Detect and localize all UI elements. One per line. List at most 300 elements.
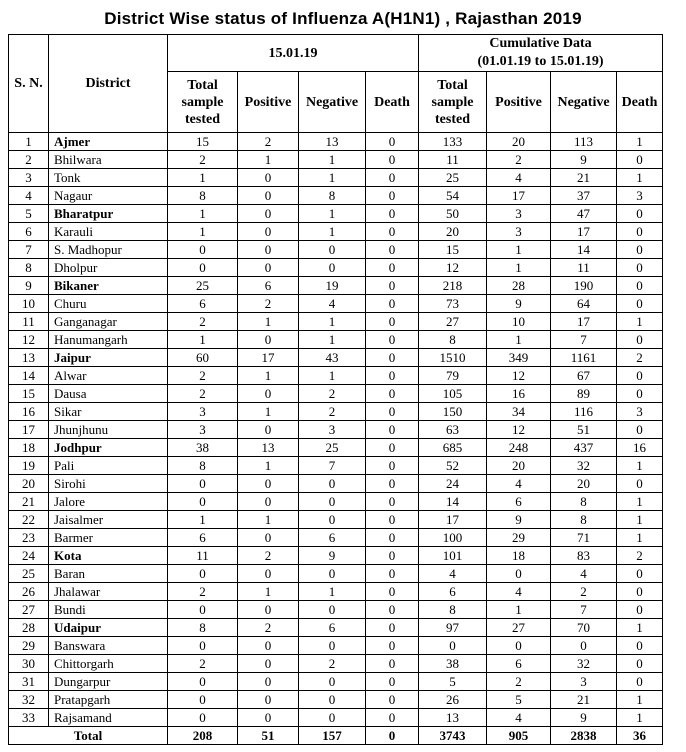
cell-daily-negative: 0	[299, 259, 366, 277]
cell-cum-negative: 4	[551, 565, 617, 583]
cell-daily-negative: 2	[299, 385, 366, 403]
cell-cum-positive: 12	[487, 421, 551, 439]
cell-cum-negative: 11	[551, 259, 617, 277]
cell-cum-death: 2	[617, 547, 663, 565]
cell-cum-positive: 10	[487, 313, 551, 331]
cell-daily-negative: 4	[299, 295, 366, 313]
cell-cum-negative: 64	[551, 295, 617, 313]
cell-cum-death: 0	[617, 637, 663, 655]
cell-cum-death: 0	[617, 259, 663, 277]
total-cum-total-sample: 3743	[419, 727, 487, 745]
cell-cum-positive: 0	[487, 637, 551, 655]
cell-daily-total-sample: 1	[168, 205, 238, 223]
cell-sn: 31	[9, 673, 49, 691]
cell-daily-death: 0	[366, 223, 419, 241]
cell-sn: 3	[9, 169, 49, 187]
cell-district: Kota	[49, 547, 168, 565]
total-daily-total-sample: 208	[168, 727, 238, 745]
cell-cum-total-sample: 8	[419, 331, 487, 349]
cell-cum-death: 0	[617, 601, 663, 619]
total-cum-negative: 2838	[551, 727, 617, 745]
cell-cum-negative: 1161	[551, 349, 617, 367]
header-daily-positive: Positive	[238, 72, 299, 133]
cell-daily-death: 0	[366, 601, 419, 619]
cell-cum-negative: 17	[551, 313, 617, 331]
cell-daily-negative: 3	[299, 421, 366, 439]
cell-cum-death: 1	[617, 457, 663, 475]
cell-cum-total-sample: 52	[419, 457, 487, 475]
cell-daily-positive: 2	[238, 619, 299, 637]
cell-cum-total-sample: 14	[419, 493, 487, 511]
cell-daily-death: 0	[366, 637, 419, 655]
total-cum-positive: 905	[487, 727, 551, 745]
cell-daily-positive: 0	[238, 655, 299, 673]
cell-cum-negative: 14	[551, 241, 617, 259]
cell-cum-total-sample: 6	[419, 583, 487, 601]
cell-daily-total-sample: 15	[168, 133, 238, 151]
cell-daily-positive: 1	[238, 583, 299, 601]
cell-daily-positive: 1	[238, 313, 299, 331]
cell-district: Jalore	[49, 493, 168, 511]
table-row	[9, 205, 663, 223]
cell-daily-total-sample: 0	[168, 565, 238, 583]
cell-sn: 28	[9, 619, 49, 637]
header-cum-positive: Positive	[487, 72, 551, 133]
cell-cum-total-sample: 13	[419, 709, 487, 727]
cell-cum-negative: 7	[551, 331, 617, 349]
cell-daily-positive: 0	[238, 493, 299, 511]
cell-daily-positive: 0	[238, 673, 299, 691]
cell-cum-positive: 1	[487, 331, 551, 349]
cell-daily-negative: 0	[299, 565, 366, 583]
cell-cum-total-sample: 24	[419, 475, 487, 493]
cell-sn: 13	[9, 349, 49, 367]
cell-cum-negative: 17	[551, 223, 617, 241]
cell-cum-death: 1	[617, 511, 663, 529]
cell-cum-death: 1	[617, 493, 663, 511]
cell-cum-negative: 0	[551, 637, 617, 655]
cell-cum-total-sample: 8	[419, 601, 487, 619]
cell-daily-positive: 17	[238, 349, 299, 367]
cell-daily-death: 0	[366, 349, 419, 367]
cell-sn: 20	[9, 475, 49, 493]
cell-sn: 26	[9, 583, 49, 601]
cell-daily-negative: 25	[299, 439, 366, 457]
cell-daily-positive: 1	[238, 511, 299, 529]
cell-cum-death: 0	[617, 205, 663, 223]
cell-district: Baran	[49, 565, 168, 583]
cell-cum-total-sample: 26	[419, 691, 487, 709]
cell-cum-positive: 6	[487, 655, 551, 673]
cell-cum-death: 1	[617, 709, 663, 727]
cell-cum-total-sample: 0	[419, 637, 487, 655]
cell-daily-negative: 0	[299, 493, 366, 511]
cell-daily-negative: 0	[299, 601, 366, 619]
cell-daily-negative: 0	[299, 673, 366, 691]
cell-daily-death: 0	[366, 583, 419, 601]
cell-cum-positive: 17	[487, 187, 551, 205]
table-row	[9, 709, 663, 727]
cell-daily-negative: 1	[299, 223, 366, 241]
cell-district: Bundi	[49, 601, 168, 619]
table-row	[9, 241, 663, 259]
table-row	[9, 529, 663, 547]
cell-district: Churu	[49, 295, 168, 313]
table-row	[9, 223, 663, 241]
cell-daily-total-sample: 0	[168, 493, 238, 511]
cell-daily-total-sample: 0	[168, 475, 238, 493]
cell-cum-death: 0	[617, 367, 663, 385]
cell-daily-total-sample: 2	[168, 385, 238, 403]
cell-daily-death: 0	[366, 691, 419, 709]
cell-daily-total-sample: 2	[168, 151, 238, 169]
table-row	[9, 187, 663, 205]
cell-cum-negative: 32	[551, 655, 617, 673]
cell-sn: 23	[9, 529, 49, 547]
cell-cum-death: 0	[617, 241, 663, 259]
table-row	[9, 385, 663, 403]
cell-cum-death: 1	[617, 133, 663, 151]
table-row	[9, 565, 663, 583]
table-row	[9, 151, 663, 169]
cell-daily-negative: 7	[299, 457, 366, 475]
cell-daily-negative: 0	[299, 511, 366, 529]
cell-daily-positive: 0	[238, 691, 299, 709]
cell-daily-total-sample: 2	[168, 655, 238, 673]
table-row	[9, 493, 663, 511]
cell-daily-negative: 8	[299, 187, 366, 205]
cell-district: Ganganagar	[49, 313, 168, 331]
cell-daily-death: 0	[366, 565, 419, 583]
cell-cum-positive: 4	[487, 709, 551, 727]
cell-sn: 24	[9, 547, 49, 565]
cell-daily-positive: 1	[238, 403, 299, 421]
cell-district: Nagaur	[49, 187, 168, 205]
cell-sn: 17	[9, 421, 49, 439]
cell-daily-positive: 0	[238, 259, 299, 277]
cell-daily-death: 0	[366, 511, 419, 529]
cell-cum-negative: 9	[551, 151, 617, 169]
total-cum-death: 36	[617, 727, 663, 745]
cell-cum-total-sample: 5	[419, 673, 487, 691]
table-row	[9, 421, 663, 439]
cell-cum-death: 0	[617, 151, 663, 169]
cell-daily-negative: 2	[299, 655, 366, 673]
cell-daily-death: 0	[366, 259, 419, 277]
cell-sn: 8	[9, 259, 49, 277]
cell-daily-total-sample: 0	[168, 241, 238, 259]
cell-daily-death: 0	[366, 547, 419, 565]
cell-cum-positive: 3	[487, 205, 551, 223]
cell-daily-total-sample: 2	[168, 367, 238, 385]
cell-daily-positive: 0	[238, 421, 299, 439]
cell-cum-positive: 12	[487, 367, 551, 385]
cell-daily-positive: 1	[238, 367, 299, 385]
cell-daily-total-sample: 6	[168, 295, 238, 313]
header-cum-death: Death	[617, 72, 663, 133]
cell-cum-total-sample: 105	[419, 385, 487, 403]
page-title: District Wise status of Influenza A(H1N1) , Rajasthan 2019	[104, 9, 582, 28]
cell-daily-positive: 1	[238, 151, 299, 169]
cell-daily-total-sample: 60	[168, 349, 238, 367]
cell-daily-positive: 0	[238, 529, 299, 547]
cell-daily-positive: 0	[238, 565, 299, 583]
cell-cum-negative: 32	[551, 457, 617, 475]
cell-cum-positive: 34	[487, 403, 551, 421]
cell-daily-total-sample: 0	[168, 601, 238, 619]
cell-cum-positive: 9	[487, 511, 551, 529]
cell-district: Jaipur	[49, 349, 168, 367]
cell-cum-total-sample: 97	[419, 619, 487, 637]
cell-cum-positive: 4	[487, 583, 551, 601]
cell-daily-negative: 1	[299, 583, 366, 601]
table-row	[9, 349, 663, 367]
cell-cum-total-sample: 4	[419, 565, 487, 583]
cell-daily-positive: 0	[238, 475, 299, 493]
cell-district: Jaisalmer	[49, 511, 168, 529]
cell-district: Udaipur	[49, 619, 168, 637]
table-row	[9, 475, 663, 493]
cell-daily-death: 0	[366, 313, 419, 331]
table-row	[9, 511, 663, 529]
cell-daily-death: 0	[366, 673, 419, 691]
cell-cum-death: 0	[617, 295, 663, 313]
cell-daily-total-sample: 11	[168, 547, 238, 565]
cell-daily-death: 0	[366, 493, 419, 511]
cell-district: Bikaner	[49, 277, 168, 295]
cell-daily-death: 0	[366, 529, 419, 547]
cell-cum-death: 0	[617, 655, 663, 673]
cell-cum-total-sample: 100	[419, 529, 487, 547]
cell-daily-total-sample: 6	[168, 529, 238, 547]
cell-cum-total-sample: 27	[419, 313, 487, 331]
cell-cum-negative: 8	[551, 493, 617, 511]
cell-daily-positive: 0	[238, 169, 299, 187]
cell-daily-positive: 0	[238, 205, 299, 223]
cell-daily-positive: 0	[238, 331, 299, 349]
table-row	[9, 583, 663, 601]
cell-sn: 14	[9, 367, 49, 385]
cell-daily-negative: 1	[299, 205, 366, 223]
cell-district: Sirohi	[49, 475, 168, 493]
cell-daily-negative: 9	[299, 547, 366, 565]
cell-cum-death: 0	[617, 223, 663, 241]
cell-cum-positive: 9	[487, 295, 551, 313]
cell-cum-negative: 7	[551, 601, 617, 619]
cell-daily-total-sample: 0	[168, 673, 238, 691]
cell-daily-negative: 0	[299, 241, 366, 259]
cell-daily-death: 0	[366, 475, 419, 493]
cell-sn: 29	[9, 637, 49, 655]
header-date-group: 15.01.19	[168, 35, 419, 72]
cell-daily-total-sample: 0	[168, 637, 238, 655]
table-row	[9, 331, 663, 349]
cell-cum-positive: 6	[487, 493, 551, 511]
cell-daily-negative: 1	[299, 151, 366, 169]
cell-cum-positive: 2	[487, 151, 551, 169]
table-row	[9, 259, 663, 277]
cell-daily-total-sample: 1	[168, 511, 238, 529]
cell-daily-negative: 13	[299, 133, 366, 151]
cell-cum-negative: 51	[551, 421, 617, 439]
cell-daily-negative: 1	[299, 367, 366, 385]
cell-daily-death: 0	[366, 187, 419, 205]
table-row	[9, 403, 663, 421]
cell-cum-positive: 27	[487, 619, 551, 637]
cell-cum-positive: 20	[487, 457, 551, 475]
header-district: District	[49, 35, 168, 133]
cell-cum-total-sample: 20	[419, 223, 487, 241]
cell-sn: 30	[9, 655, 49, 673]
cell-cum-death: 1	[617, 529, 663, 547]
table-row	[9, 295, 663, 313]
cell-daily-death: 0	[366, 169, 419, 187]
cell-sn: 6	[9, 223, 49, 241]
cell-cum-positive: 28	[487, 277, 551, 295]
cell-daily-positive: 2	[238, 295, 299, 313]
cell-cum-death: 1	[617, 169, 663, 187]
cell-daily-negative: 2	[299, 403, 366, 421]
cell-sn: 12	[9, 331, 49, 349]
cell-district: Banswara	[49, 637, 168, 655]
cell-cum-positive: 349	[487, 349, 551, 367]
cell-district: S. Madhopur	[49, 241, 168, 259]
cell-cum-positive: 3	[487, 223, 551, 241]
cell-daily-positive: 0	[238, 187, 299, 205]
cell-cum-death: 3	[617, 403, 663, 421]
cell-cum-total-sample: 15	[419, 241, 487, 259]
table-row	[9, 133, 663, 151]
cell-daily-death: 0	[366, 133, 419, 151]
cell-district: Chittorgarh	[49, 655, 168, 673]
header-cum-negative: Negative	[551, 72, 617, 133]
cell-cum-positive: 20	[487, 133, 551, 151]
header-cum-total-sample: Total sample tested	[419, 72, 487, 133]
cell-sn: 11	[9, 313, 49, 331]
header-row-group	[9, 35, 663, 72]
cell-cum-total-sample: 12	[419, 259, 487, 277]
cell-district: Jodhpur	[49, 439, 168, 457]
cell-daily-total-sample: 2	[168, 313, 238, 331]
cell-cum-death: 0	[617, 385, 663, 403]
cell-daily-positive: 0	[238, 601, 299, 619]
cell-daily-positive: 13	[238, 439, 299, 457]
cell-daily-death: 0	[366, 655, 419, 673]
cell-cum-negative: 89	[551, 385, 617, 403]
cell-district: Rajsamand	[49, 709, 168, 727]
cell-sn: 25	[9, 565, 49, 583]
cell-sn: 15	[9, 385, 49, 403]
cell-sn: 18	[9, 439, 49, 457]
cell-daily-total-sample: 38	[168, 439, 238, 457]
cell-sn: 33	[9, 709, 49, 727]
cell-cum-negative: 3	[551, 673, 617, 691]
cell-cum-positive: 1	[487, 601, 551, 619]
cell-daily-total-sample: 0	[168, 259, 238, 277]
cell-cum-negative: 20	[551, 475, 617, 493]
cell-cum-death: 0	[617, 475, 663, 493]
cell-sn: 22	[9, 511, 49, 529]
cell-district: Barmer	[49, 529, 168, 547]
cell-district: Pali	[49, 457, 168, 475]
cell-daily-total-sample: 1	[168, 169, 238, 187]
table-row	[9, 277, 663, 295]
cell-cum-negative: 67	[551, 367, 617, 385]
cell-cum-positive: 16	[487, 385, 551, 403]
table-row	[9, 439, 663, 457]
cell-district: Pratapgarh	[49, 691, 168, 709]
cell-cum-total-sample: 11	[419, 151, 487, 169]
table-row	[9, 673, 663, 691]
cell-district: Dungarpur	[49, 673, 168, 691]
cell-daily-positive: 1	[238, 457, 299, 475]
cell-daily-death: 0	[366, 331, 419, 349]
cell-sn: 1	[9, 133, 49, 151]
cell-daily-positive: 0	[238, 241, 299, 259]
cell-cum-positive: 4	[487, 475, 551, 493]
cell-daily-death: 0	[366, 421, 419, 439]
cell-daily-negative: 0	[299, 709, 366, 727]
header-cumulative-group	[419, 35, 663, 72]
cell-district: Sikar	[49, 403, 168, 421]
header-cumulative-title: Cumulative Data	[489, 36, 592, 51]
cell-cum-negative: 113	[551, 133, 617, 151]
cell-cum-positive: 2	[487, 673, 551, 691]
cell-sn: 21	[9, 493, 49, 511]
table-row	[9, 547, 663, 565]
cell-daily-death: 0	[366, 709, 419, 727]
cell-daily-total-sample: 2	[168, 583, 238, 601]
header-daily-negative: Negative	[299, 72, 366, 133]
cell-daily-positive: 0	[238, 637, 299, 655]
cell-district: Tonk	[49, 169, 168, 187]
cell-daily-death: 0	[366, 277, 419, 295]
header-cumulative-range: (01.01.19 to 15.01.19)	[477, 54, 604, 69]
header-daily-total-sample: Total sample tested	[168, 72, 238, 133]
cell-daily-positive: 0	[238, 709, 299, 727]
cell-cum-total-sample: 79	[419, 367, 487, 385]
total-row	[9, 727, 663, 745]
total-daily-negative: 157	[299, 727, 366, 745]
table-row	[9, 601, 663, 619]
cell-daily-total-sample: 8	[168, 187, 238, 205]
cell-daily-negative: 0	[299, 691, 366, 709]
table-row	[9, 655, 663, 673]
cell-cum-negative: 21	[551, 169, 617, 187]
cell-cum-negative: 2	[551, 583, 617, 601]
cell-district: Hanumangarh	[49, 331, 168, 349]
cell-cum-total-sample: 218	[419, 277, 487, 295]
cell-sn: 7	[9, 241, 49, 259]
cell-daily-negative: 1	[299, 331, 366, 349]
cell-cum-positive: 5	[487, 691, 551, 709]
cell-cum-total-sample: 685	[419, 439, 487, 457]
cell-sn: 4	[9, 187, 49, 205]
cell-sn: 10	[9, 295, 49, 313]
cell-daily-total-sample: 3	[168, 421, 238, 439]
cell-cum-death: 2	[617, 349, 663, 367]
total-label: Total	[9, 727, 168, 745]
cell-cum-death: 1	[617, 619, 663, 637]
cell-cum-total-sample: 25	[419, 169, 487, 187]
cell-cum-positive: 0	[487, 565, 551, 583]
cell-cum-total-sample: 63	[419, 421, 487, 439]
cell-cum-total-sample: 73	[419, 295, 487, 313]
cell-daily-total-sample: 1	[168, 331, 238, 349]
cell-daily-death: 0	[366, 295, 419, 313]
cell-daily-negative: 6	[299, 529, 366, 547]
cell-daily-positive: 2	[238, 547, 299, 565]
